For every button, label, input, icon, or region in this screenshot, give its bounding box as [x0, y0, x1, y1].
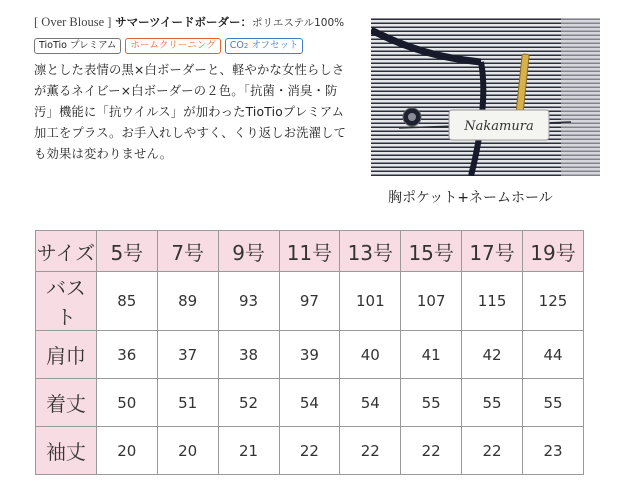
table-cell: 39 — [279, 331, 340, 379]
table-cell: 55 — [523, 379, 584, 427]
size-header: 11号 — [279, 231, 340, 272]
table-cell: 44 — [523, 331, 584, 379]
product-category: [ Over Blouse ] — [34, 15, 112, 29]
table-cell: 20 — [96, 427, 157, 475]
table-cell: 23 — [523, 427, 584, 475]
table-cell: 89 — [157, 272, 218, 331]
table-cell: 40 — [340, 331, 401, 379]
home-cleaning-badge: ホームクリーニング — [125, 38, 220, 54]
table-row — [36, 379, 584, 427]
table-cell: 20 — [157, 427, 218, 475]
product-description — [34, 60, 364, 165]
tiotio-premium-badge: TioTio プレミアム — [34, 38, 121, 54]
table-cell: 42 — [462, 331, 523, 379]
description-line: 汚」機能に「抗ウイルス」が加わったTioTioプレミアム — [34, 105, 345, 119]
row-label-sleeve: 袖丈 — [36, 427, 97, 475]
description-line: が薫るネイビー×白ボーダーの２色。「抗菌・消臭・防 — [34, 84, 338, 98]
table-row — [36, 272, 584, 331]
table-cell: 55 — [462, 379, 523, 427]
size-table — [35, 230, 584, 475]
pen-icon — [516, 54, 529, 116]
description-line: 加工をプラス。お手入れしやすく、くり返しお洗濯して — [34, 126, 347, 140]
size-header: 13号 — [340, 231, 401, 272]
co2-offset-badge — [225, 38, 304, 54]
table-cell: 115 — [462, 272, 523, 331]
table-cell: 93 — [218, 272, 279, 331]
feature-badges — [34, 38, 303, 54]
size-header: 17号 — [462, 231, 523, 272]
table-cell: 54 — [340, 379, 401, 427]
table-cell: 22 — [340, 427, 401, 475]
fabric-shadow — [561, 18, 600, 176]
table-cell: 22 — [279, 427, 340, 475]
table-cell: 41 — [401, 331, 462, 379]
product-header — [34, 14, 344, 30]
collar-piping — [371, 30, 481, 62]
row-label-shoulder: 肩巾 — [36, 331, 97, 379]
table-cell: 107 — [401, 272, 462, 331]
size-corner-label: サイズ — [36, 231, 97, 272]
table-cell: 55 — [401, 379, 462, 427]
co2-offset-subscript: 2 — [243, 42, 249, 50]
table-cell: 21 — [218, 427, 279, 475]
co2-offset-rest: オフセット — [248, 40, 299, 51]
row-label-bust: バスト — [36, 272, 97, 331]
size-header: 5号 — [96, 231, 157, 272]
button-center — [408, 113, 416, 121]
size-header: 7号 — [157, 231, 218, 272]
table-cell: 37 — [157, 331, 218, 379]
product-title: サマーツイードボーダー： — [115, 15, 253, 29]
table-cell: 22 — [462, 427, 523, 475]
size-header: 9号 — [218, 231, 279, 272]
table-cell: 50 — [96, 379, 157, 427]
table-row — [36, 427, 584, 475]
table-cell: 51 — [157, 379, 218, 427]
description-line: も効果は変わりません。 — [34, 147, 173, 161]
table-cell: 52 — [218, 379, 279, 427]
table-cell: 97 — [279, 272, 340, 331]
table-cell: 101 — [340, 272, 401, 331]
table-cell: 54 — [279, 379, 340, 427]
table-cell: 125 — [523, 272, 584, 331]
product-material: ポリエステル100% — [252, 17, 345, 29]
table-row — [36, 331, 584, 379]
table-cell: 38 — [218, 331, 279, 379]
product-detail-photo — [371, 18, 600, 176]
size-header-row — [36, 231, 584, 272]
description-line: 凛とした表情の黒×白ボーダーと、軽やかな女性らしさ — [34, 63, 345, 77]
table-cell: 22 — [401, 427, 462, 475]
co2-offset-main: CO — [229, 40, 244, 51]
size-header: 15号 — [401, 231, 462, 272]
size-header: 19号 — [523, 231, 584, 272]
photo-caption: 胸ポケット+ネームホール — [388, 190, 553, 206]
row-label-length: 着丈 — [36, 379, 97, 427]
table-cell: 36 — [96, 331, 157, 379]
table-cell: 85 — [96, 272, 157, 331]
name-tag-text: Nakamura — [464, 119, 534, 134]
